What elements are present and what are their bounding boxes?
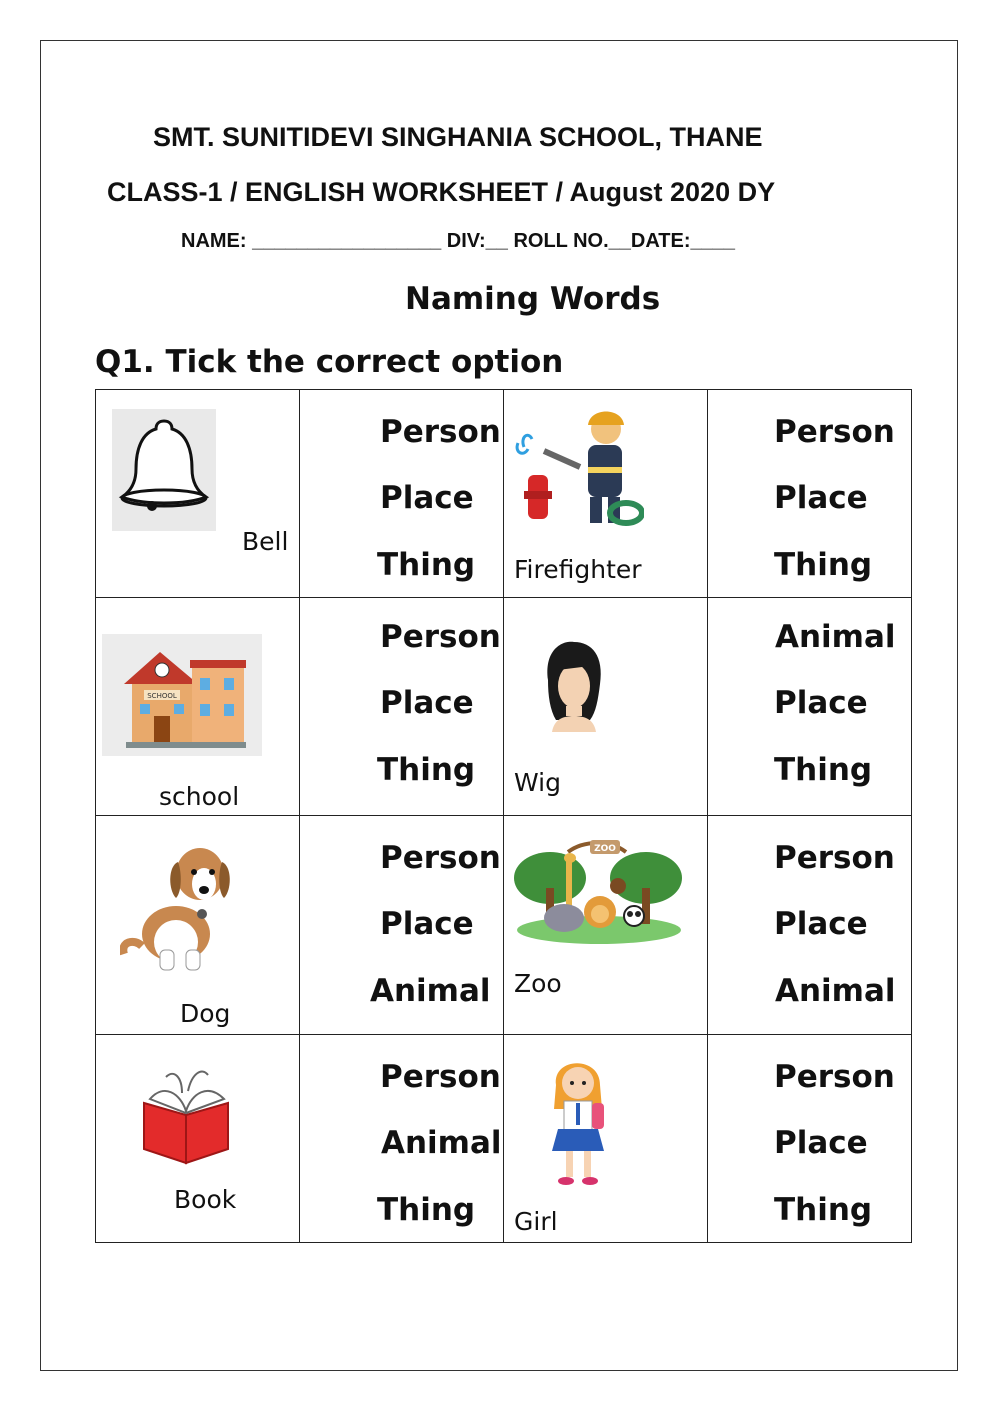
wig-image bbox=[540, 640, 606, 732]
option-place[interactable]: Place bbox=[774, 1125, 868, 1161]
bell-image bbox=[112, 409, 216, 531]
option-animal[interactable]: Animal bbox=[775, 619, 896, 655]
option-person[interactable]: Person bbox=[774, 840, 895, 876]
option-thing[interactable]: Thing bbox=[377, 752, 476, 788]
option-place[interactable]: Place bbox=[380, 906, 474, 942]
option-thing[interactable]: Thing bbox=[774, 752, 873, 788]
options-cell-book bbox=[300, 1035, 504, 1243]
option-person[interactable]: Person bbox=[380, 840, 501, 876]
picture-cell-wig bbox=[504, 598, 708, 816]
book-image bbox=[136, 1063, 240, 1167]
dog-image bbox=[120, 838, 244, 972]
options-cell-dog bbox=[300, 816, 504, 1035]
picture-cell-school bbox=[96, 598, 300, 816]
option-thing[interactable]: Thing bbox=[377, 547, 476, 583]
option-person[interactable]: Person bbox=[380, 619, 501, 655]
name-line: NAME: _________________ DIV:__ ROLL NO.__DATE:____ bbox=[181, 230, 735, 252]
school-sign-text: SCHOOL bbox=[147, 692, 177, 700]
worksheet-title: Naming Words bbox=[405, 281, 661, 317]
school-image bbox=[102, 634, 262, 756]
girl-image bbox=[542, 1051, 618, 1187]
options-cell-zoo bbox=[708, 816, 912, 1035]
zoo-sign-text: ZOO bbox=[594, 844, 616, 854]
item-label: school bbox=[159, 782, 240, 811]
option-person[interactable]: Person bbox=[380, 414, 501, 450]
options-cell-wig bbox=[708, 598, 912, 816]
item-label: Girl bbox=[514, 1207, 558, 1236]
option-person[interactable]: Person bbox=[774, 414, 895, 450]
option-person[interactable]: Person bbox=[380, 1059, 501, 1095]
option-place[interactable]: Place bbox=[380, 685, 474, 721]
class-line: CLASS-1 / ENGLISH WORKSHEET / August 2020 DY bbox=[107, 177, 776, 207]
options-cell-bell bbox=[300, 390, 504, 598]
question-1: Q1. Tick the correct option bbox=[95, 344, 564, 380]
picture-cell-dog bbox=[96, 816, 300, 1035]
picture-cell-firefighter bbox=[504, 390, 708, 598]
school-name: SMT. SUNITIDEVI SINGHANIA SCHOOL, THANE bbox=[153, 122, 763, 152]
zoo-image bbox=[514, 838, 684, 946]
picture-cell-girl bbox=[504, 1035, 708, 1243]
item-label: Bell bbox=[242, 527, 289, 556]
option-thing[interactable]: Thing bbox=[774, 1192, 873, 1228]
option-place[interactable]: Place bbox=[774, 685, 868, 721]
worksheet-grid bbox=[95, 389, 912, 1243]
item-label: Dog bbox=[180, 999, 231, 1028]
firefighter-image bbox=[514, 407, 644, 531]
picture-cell-book bbox=[96, 1035, 300, 1243]
picture-cell-bell bbox=[96, 390, 300, 598]
item-label: Book bbox=[174, 1185, 237, 1214]
item-label: Zoo bbox=[514, 969, 562, 998]
options-cell-school bbox=[300, 598, 504, 816]
option-animal[interactable]: Animal bbox=[370, 973, 491, 1009]
picture-cell-zoo bbox=[504, 816, 708, 1035]
option-place[interactable]: Place bbox=[380, 480, 474, 516]
item-label: Wig bbox=[514, 768, 561, 797]
option-person[interactable]: Person bbox=[774, 1059, 895, 1095]
options-cell-firefighter bbox=[708, 390, 912, 598]
option-place[interactable]: Place bbox=[774, 480, 868, 516]
option-thing[interactable]: Thing bbox=[377, 1192, 476, 1228]
item-label: Firefighter bbox=[514, 555, 642, 584]
option-place[interactable]: Place bbox=[774, 906, 868, 942]
options-cell-girl bbox=[708, 1035, 912, 1243]
option-animal[interactable]: Animal bbox=[381, 1125, 502, 1161]
option-animal[interactable]: Animal bbox=[775, 973, 896, 1009]
option-thing[interactable]: Thing bbox=[774, 547, 873, 583]
